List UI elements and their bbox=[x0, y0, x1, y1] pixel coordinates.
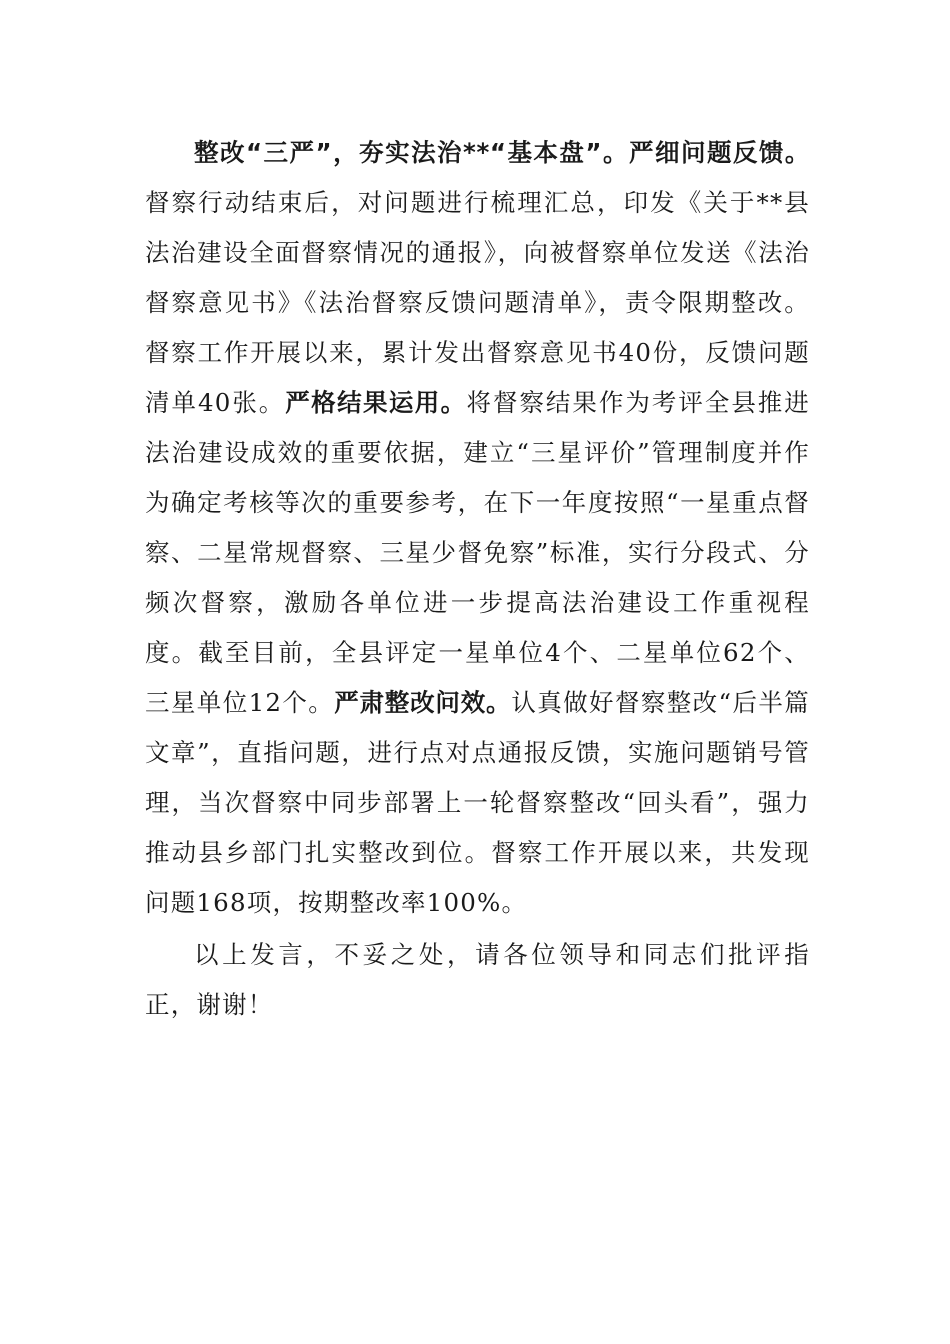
closing-text: 以上发言，不妥之处，请各位领导和同志们批评指正，谢谢！ bbox=[145, 940, 810, 1019]
subsection-text-accountability: 认真做好督察整改“后半篇文章”，直指问题，进行点对点通报反馈，实施问题销号管理，当次督察中同步部署上一轮督察整改“回头看”，强力推动县乡部门扎实整改到位。督察工作开展以来，共发现问题168项，按期整改率100%。 bbox=[145, 688, 810, 917]
subsection-text-feedback: 督察行动结束后，对问题进行梳理汇总，印发《关于**县法治建设全面督察情况的通报》，向被督察单位发送《法治督察意见书》《法治督察反馈问题清单》，责令限期整改。督察工作开展以来，累计发出督察意见书40份，反馈问题清单40张。 bbox=[145, 188, 810, 417]
paragraph-closing bbox=[145, 930, 810, 1030]
subsection-text-results: 将督察结果作为考评全县推进法治建设成效的重要依据，建立“三星评价”管理制度并作为确定考核等次的重要参考，在下一年度按照“一星重点督察、二星常规督察、三星少督免察”标准，实行分段式、分频次督察，激励各单位进一步提高法治建设工作重视程度。截至目前，全县评定一星单位4个、二星单位62个、三星单位12个。 bbox=[145, 388, 810, 717]
section-heading: 整改“三严”，夯实法治**“基本盘”。 bbox=[194, 138, 629, 167]
paragraph-rectification bbox=[145, 128, 810, 928]
subsection-title-accountability: 严肃整改问效。 bbox=[334, 688, 512, 717]
subsection-title-results: 严格结果运用。 bbox=[285, 388, 467, 417]
subsection-title-feedback: 严细问题反馈。 bbox=[628, 138, 810, 167]
document-body bbox=[145, 128, 810, 1030]
